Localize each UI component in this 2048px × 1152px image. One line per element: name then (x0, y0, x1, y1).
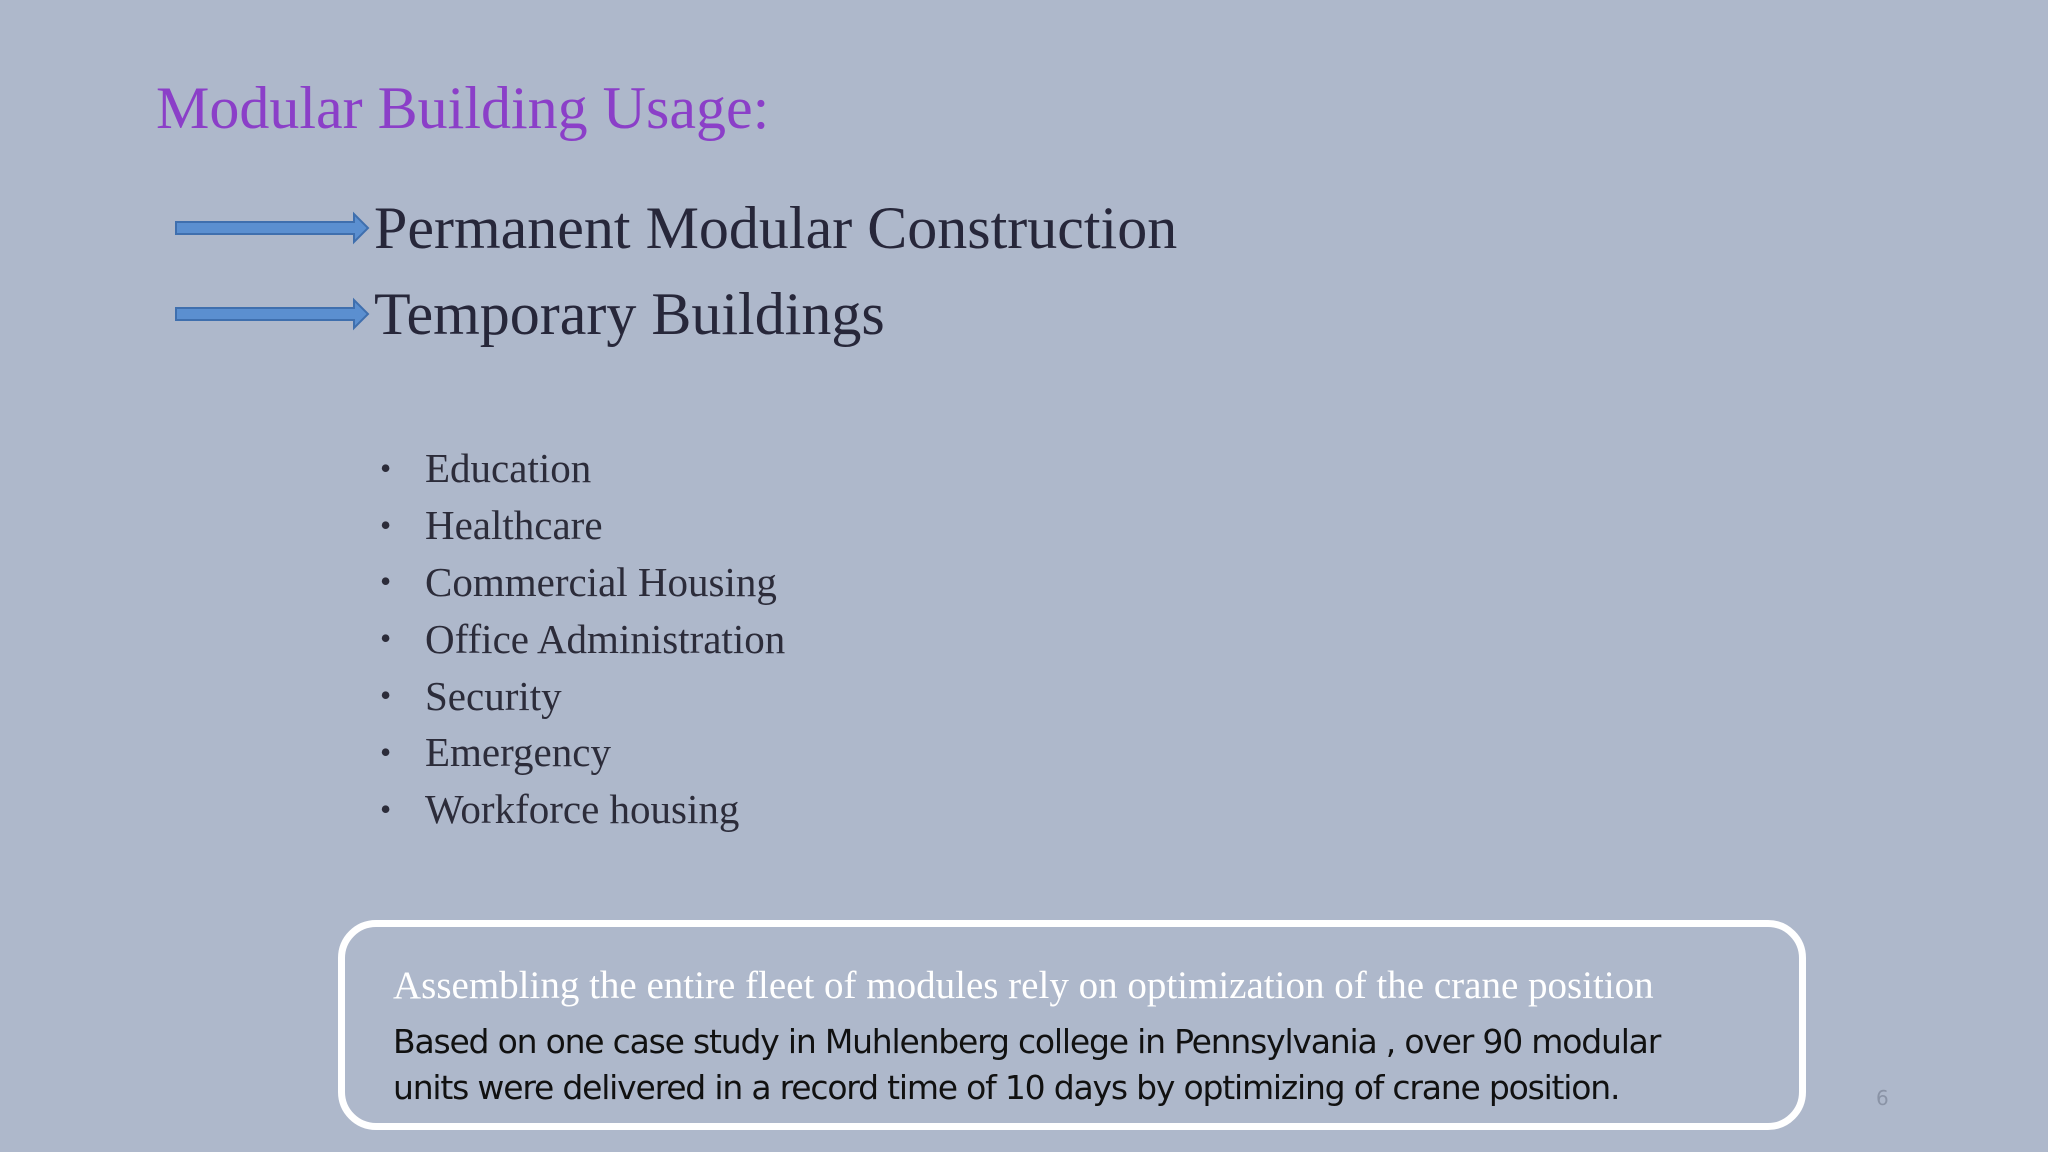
list-item (380, 497, 785, 554)
bullet-dot-icon: • (380, 620, 392, 657)
bullet-dot-icon: • (380, 790, 392, 827)
list-item (380, 724, 785, 781)
right-arrow-icon (174, 296, 370, 332)
arrow-item-temporary (174, 278, 885, 350)
arrow-item-permanent (174, 192, 1177, 264)
list-item-label: Emergency (425, 729, 611, 776)
arrow-item-label: Temporary Buildings (374, 281, 885, 347)
arrow-item-label: Permanent Modular Construction (374, 195, 1178, 261)
page-number: 6 (1876, 1086, 1889, 1110)
bullet-dot-icon: • (380, 733, 392, 770)
list-item-label: Education (425, 445, 592, 492)
callout-body-line: units were delivered in a record time of 10 days by optimizing of crane position. (393, 1068, 1620, 1107)
callout-body-line: Based on one case study in Muhlenberg college in Pennsylvania , over 90 modular (393, 1022, 1661, 1061)
list-item (380, 554, 785, 611)
list-item-label: Workforce housing (425, 786, 740, 833)
list-item-label: Office Administration (425, 615, 786, 662)
slide-title: Modular Building Usage: (156, 75, 770, 141)
case-study-callout (338, 920, 1806, 1130)
list-item (380, 667, 785, 724)
bullet-dot-icon: • (380, 563, 392, 600)
callout-headline: Assembling the entire fleet of modules rely on optimization of the crane position (393, 964, 1654, 1007)
list-item-label: Security (425, 672, 562, 719)
list-item (380, 440, 785, 497)
usage-bullet-list (380, 440, 785, 838)
list-item-label: Healthcare (425, 502, 603, 549)
bullet-dot-icon: • (380, 677, 392, 714)
right-arrow-icon (174, 210, 370, 246)
bullet-dot-icon: • (380, 449, 392, 486)
list-item (380, 610, 785, 667)
bullet-dot-icon: • (380, 506, 392, 543)
callout-body (393, 1019, 1813, 1111)
list-item (380, 781, 785, 838)
list-item-label: Commercial Housing (425, 558, 777, 605)
